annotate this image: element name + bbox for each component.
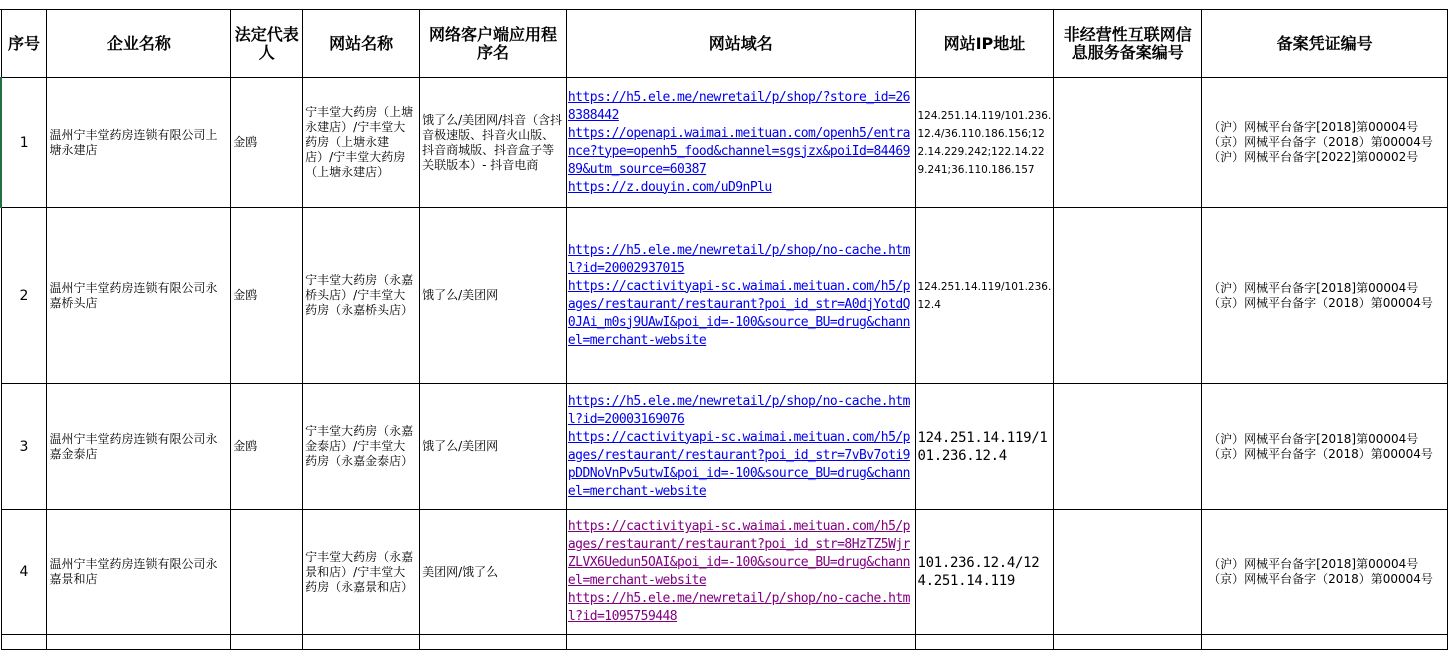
cell-app-name[interactable]: 饿了么/美团网 <box>420 384 567 510</box>
cell-empty[interactable] <box>566 635 915 650</box>
header-row <box>1 10 1448 78</box>
header-company: 企业名称 <box>47 10 231 78</box>
header-site-name: 网站名称 <box>303 10 420 78</box>
cell-site-name[interactable]: 宁丰堂大药房（永嘉金泰店）/宁丰堂大药房（永嘉金泰店） <box>303 384 420 510</box>
cell-empty[interactable] <box>1 635 47 650</box>
cell-empty[interactable] <box>231 635 303 650</box>
cell-cert[interactable] <box>1202 384 1448 510</box>
cell-seq[interactable]: 2 <box>1 208 47 384</box>
cell-company[interactable]: 温州宁丰堂药房连锁有限公司永嘉金泰店 <box>47 384 231 510</box>
table-row <box>1 510 1448 635</box>
cell-company[interactable]: 温州宁丰堂药房连锁有限公司永嘉桥头店 <box>47 208 231 384</box>
header-domain: 网站域名 <box>566 10 915 78</box>
domain-link[interactable]: https://cactivityapi-sc.waimai.meituan.com/h5/pages/restaurant/restaurant?poi_id_str=A0djYotdQ0JAi_m0sj9UAwI&poi_id=-100&source_BU=drug&channel=merchant-website <box>567 278 910 348</box>
cell-cert[interactable] <box>1202 510 1448 635</box>
cell-empty[interactable] <box>1054 635 1202 650</box>
header-cert: 备案凭证编号 <box>1202 10 1448 78</box>
cell-ip[interactable]: 124.251.14.119/101.236.12.4 <box>915 208 1054 384</box>
cell-domain[interactable] <box>566 78 915 208</box>
domain-link[interactable]: https://h5.ele.me/newretail/p/shop/?store_id=268388442 <box>567 89 910 123</box>
cell-ip[interactable]: 124.251.14.119/101.236.12.4 <box>915 384 1054 510</box>
cell-app-name[interactable]: 饿了么/美团网/抖音（含抖音极速版、抖音火山版、抖音商城版、抖音盒子等关联版本）- 抖音电商 <box>420 78 567 208</box>
cell-seq[interactable]: 3 <box>1 384 47 510</box>
cell-ip[interactable]: 101.236.12.4/124.251.14.119 <box>915 510 1054 635</box>
table-row <box>1 78 1448 208</box>
cert-line: （京）网械平台备字（2018）第00004号 <box>1208 572 1433 586</box>
cell-empty[interactable] <box>915 635 1054 650</box>
cell-site-name[interactable]: 宁丰堂大药房（永嘉景和店）/宁丰堂大药房（永嘉景和店） <box>303 510 420 635</box>
cell-site-name[interactable]: 宁丰堂大药房（永嘉桥头店）/宁丰堂大药房（永嘉桥头店） <box>303 208 420 384</box>
domain-link[interactable]: https://cactivityapi-sc.waimai.meituan.com/h5/pages/restaurant/restaurant?poi_id_str=7vBv7oti9pDDNoVnPv5utwI&poi_id=-100&source_BU=drug&channel=merchant-website <box>567 429 910 499</box>
cell-legal-rep[interactable]: 金鸥 <box>231 384 303 510</box>
domain-link[interactable]: https://cactivityapi-sc.waimai.meituan.com/h5/pages/restaurant/restaurant?poi_id_str=8HzTZ5WjrZLVX6Uedun5OAI&poi_id=-100&source_BU=drug&channel=merchant-website <box>567 519 910 588</box>
cert-line: （沪）网械平台备字[2018]第00004号 <box>1208 431 1419 446</box>
domain-link[interactable]: https://openapi.waimai.meituan.com/openh5/entrance?type=openh5_food&channel=sgsjzx&poiId=8446989&utm_source=60387 <box>567 125 910 177</box>
cell-legal-rep[interactable]: 金鸥 <box>231 78 303 208</box>
cell-domain[interactable] <box>566 384 915 510</box>
cell-company[interactable]: 温州宁丰堂药房连锁有限公司上塘永建店 <box>47 78 231 208</box>
header-seq: 序号 <box>1 10 47 78</box>
sheet-top-strip <box>0 0 1448 10</box>
cell-cert[interactable] <box>1202 78 1448 208</box>
cell-site-name[interactable]: 宁丰堂大药房（上塘永建店）/宁丰堂大药房（上塘永建店）/宁丰堂大药房（上塘永建店） <box>303 78 420 208</box>
cell-domain[interactable] <box>566 208 915 384</box>
header-legal-rep: 法定代表人 <box>231 10 303 78</box>
header-ip: 网站IP地址 <box>915 10 1054 78</box>
cell-company[interactable]: 温州宁丰堂药房连锁有限公司永嘉景和店 <box>47 510 231 635</box>
table-row <box>1 208 1448 384</box>
domain-link[interactable]: https://z.douyin.com/uD9nPlu <box>567 179 772 195</box>
cell-empty[interactable] <box>303 635 420 650</box>
cert-line: （京）网械平台备字（2018）第00004号 <box>1208 135 1433 149</box>
domain-link[interactable]: https://h5.ele.me/newretail/p/shop/no-cache.html?id=20002937015 <box>567 242 910 276</box>
cell-seq[interactable]: 4 <box>1 510 47 635</box>
cell-icp[interactable] <box>1054 510 1202 635</box>
header-app-name: 网络客户端应用程序名 <box>420 10 567 78</box>
cert-line: （京）网械平台备字（2018）第00004号 <box>1208 295 1433 310</box>
cell-seq[interactable]: 1 <box>1 78 47 208</box>
cert-line: （沪）网械平台备字[2018]第00004号 <box>1208 557 1419 571</box>
domain-link[interactable]: https://h5.ele.me/newretail/p/shop/no-cache.html?id=1095759448 <box>567 591 910 624</box>
cell-app-name[interactable]: 饿了么/美团网 <box>420 208 567 384</box>
cell-empty[interactable] <box>47 635 231 650</box>
cell-empty[interactable] <box>420 635 567 650</box>
cell-icp[interactable] <box>1054 208 1202 384</box>
cell-legal-rep[interactable]: 金鸥 <box>231 208 303 384</box>
record-table <box>0 10 1448 650</box>
cell-ip[interactable]: 124.251.14.119/101.236.12.4/36.110.186.156;122.14.229.242;122.14.229.241;36.110.186.157 <box>915 78 1054 208</box>
cert-line: （京）网械平台备字（2018）第00004号 <box>1208 446 1433 461</box>
header-icp: 非经营性互联网信息服务备案编号 <box>1054 10 1202 78</box>
cell-domain[interactable] <box>566 510 915 635</box>
cell-legal-rep[interactable] <box>231 510 303 635</box>
cell-empty[interactable] <box>1202 635 1448 650</box>
table-row <box>1 635 1448 650</box>
cert-line: （沪）网械平台备字[2022]第00002号 <box>1208 150 1419 164</box>
cert-line: （沪）网械平台备字[2018]第00004号 <box>1208 120 1419 134</box>
cert-line: （沪）网械平台备字[2018]第00004号 <box>1208 280 1419 295</box>
cell-app-name[interactable]: 美团网/饿了么 <box>420 510 567 635</box>
table-row <box>1 384 1448 510</box>
cell-icp[interactable] <box>1054 78 1202 208</box>
cell-cert[interactable] <box>1202 208 1448 384</box>
cell-icp[interactable] <box>1054 384 1202 510</box>
domain-link[interactable]: https://h5.ele.me/newretail/p/shop/no-cache.html?id=20003169076 <box>567 393 910 427</box>
